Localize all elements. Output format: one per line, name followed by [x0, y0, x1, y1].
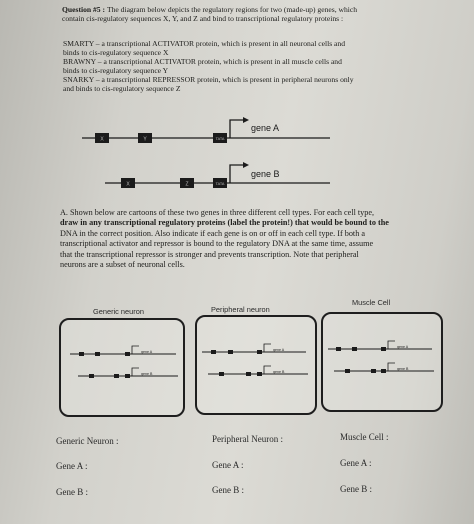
part-a-line-4: transcriptional activator and repressor is bound to the regulatory DNA at the same time, assume: [60, 239, 374, 249]
muscle-gene-a-label: gene A: [397, 345, 409, 349]
cell-title-generic-neuron: Generic neuron: [93, 307, 144, 316]
generic-gene-b-label: gene B: [141, 372, 153, 376]
peripheral-gene-a-box-x: [211, 350, 216, 354]
muscle-gene-b-box-z: [371, 369, 376, 373]
question-number: Question #5 :: [62, 5, 106, 14]
peripheral-gene-b-arrow: [264, 366, 271, 374]
muscle-gene-a-box-x: [336, 347, 341, 351]
generic-gene-b-arrow: [132, 368, 139, 376]
muscle-gene-b-tata: [381, 369, 386, 373]
muscle-gene-a-box-y: [352, 347, 357, 351]
peripheral-neuron-diagram: [202, 344, 308, 376]
answer-muscle-cell-gene-a: Gene A :: [340, 458, 372, 468]
answer-generic-neuron-gene-a: Gene A :: [56, 461, 88, 471]
answer-peripheral-neuron-gene-a: Gene A :: [212, 460, 244, 470]
muscle-gene-b-arrow: [388, 363, 395, 371]
gene-b-label: gene B: [251, 169, 280, 179]
question-description-1: The diagram below depicts the regulatory regions for two (made-up) genes, which: [106, 5, 358, 14]
muscle-gene-a-tata: [381, 347, 386, 351]
cell-title-muscle-cell: Muscle Cell: [352, 298, 391, 307]
part-a-line-3: DNA in the correct position. Also indicate if each gene is on or off in each cell type. If both a: [60, 228, 365, 238]
generic-neuron-diagram: [70, 346, 178, 378]
definition-brawny-binding: binds to cis-regulatory sequence Y: [63, 66, 169, 75]
part-a-line-2: draw in any transcriptional regulatory proteins (label the protein!) that would be bound to the: [60, 218, 389, 228]
peripheral-gene-a-arrow: [264, 344, 271, 352]
peripheral-gene-a-label: gene A: [273, 348, 285, 352]
answer-muscle-cell-title: Muscle Cell :: [340, 432, 389, 442]
part-a-line-5: that the transcriptional repressor is stronger and prevents transcription. Note that peripheral: [60, 249, 359, 259]
peripheral-gene-a-box-y: [228, 350, 233, 354]
peripheral-gene-a-tata: [257, 350, 262, 354]
part-a-line-6: neurons are a subset of neuronal cells.: [60, 260, 185, 269]
gene-a-box-y-label: Y: [143, 136, 147, 143]
generic-gene-a-label: gene A: [141, 350, 153, 354]
gene-a-label: gene A: [251, 123, 280, 133]
answer-generic-neuron-gene-b: Gene B :: [56, 487, 88, 497]
gene-b-tata-label: TATA: [215, 182, 225, 186]
muscle-gene-b-label: gene B: [397, 367, 409, 371]
definition-smarty: SMARTY – a transcriptional ACTIVATOR protein, which is present in all neuronal cells and: [63, 39, 346, 48]
definition-brawny: BRAWNY – a transcriptional ACTIVATOR protein, which is present in all muscle cells and: [63, 57, 342, 66]
generic-gene-b-box-z: [114, 374, 119, 378]
muscle-gene-b-box-x: [345, 369, 350, 373]
generic-gene-a-box-x: [79, 352, 84, 356]
generic-gene-b-box-x: [89, 374, 94, 378]
peripheral-gene-b-box-x: [219, 372, 224, 376]
answer-muscle-cell-gene-b: Gene B :: [340, 484, 372, 494]
muscle-gene-a-arrow: [388, 341, 395, 349]
generic-gene-a-box-y: [95, 352, 100, 356]
peripheral-gene-b-label: gene B: [273, 370, 285, 374]
question-description-2: contain cis-regulatory sequences X, Y, and Z and bind to transcriptional regulatory proteins :: [62, 14, 344, 23]
answer-peripheral-neuron-gene-b: Gene B :: [212, 485, 244, 495]
cell-title-peripheral-neuron: Peripheral neuron: [211, 305, 270, 314]
generic-gene-a-tata: [125, 352, 130, 356]
definition-snarky-binding: and binds to cis-regulatory sequence Z: [63, 84, 181, 93]
answer-generic-neuron-title: Generic Neuron :: [56, 436, 119, 446]
gene-b-box-x-label: X: [126, 181, 130, 188]
generic-gene-a-arrow: [132, 346, 139, 354]
definition-smarty-binding: binds to cis-regulatory sequence X: [63, 48, 169, 57]
peripheral-gene-b-tata: [257, 372, 262, 376]
definition-snarky: SNARKY – a transcriptional REPRESSOR protein, which is present in peripheral neurons only: [63, 75, 354, 84]
generic-gene-b-tata: [125, 374, 130, 378]
part-a-line-1: A. Shown below are cartoons of these two genes in three different cell types. For each cell type,: [60, 208, 375, 217]
peripheral-gene-b-box-z: [246, 372, 251, 376]
gene-b-box-z-label: Z: [185, 181, 189, 188]
gene-a-box-x-label: X: [100, 136, 104, 143]
gene-a-tata-label: TATA: [215, 137, 225, 141]
muscle-cell-diagram: [328, 341, 434, 373]
answer-peripheral-neuron-title: Peripheral Neuron :: [212, 434, 283, 444]
